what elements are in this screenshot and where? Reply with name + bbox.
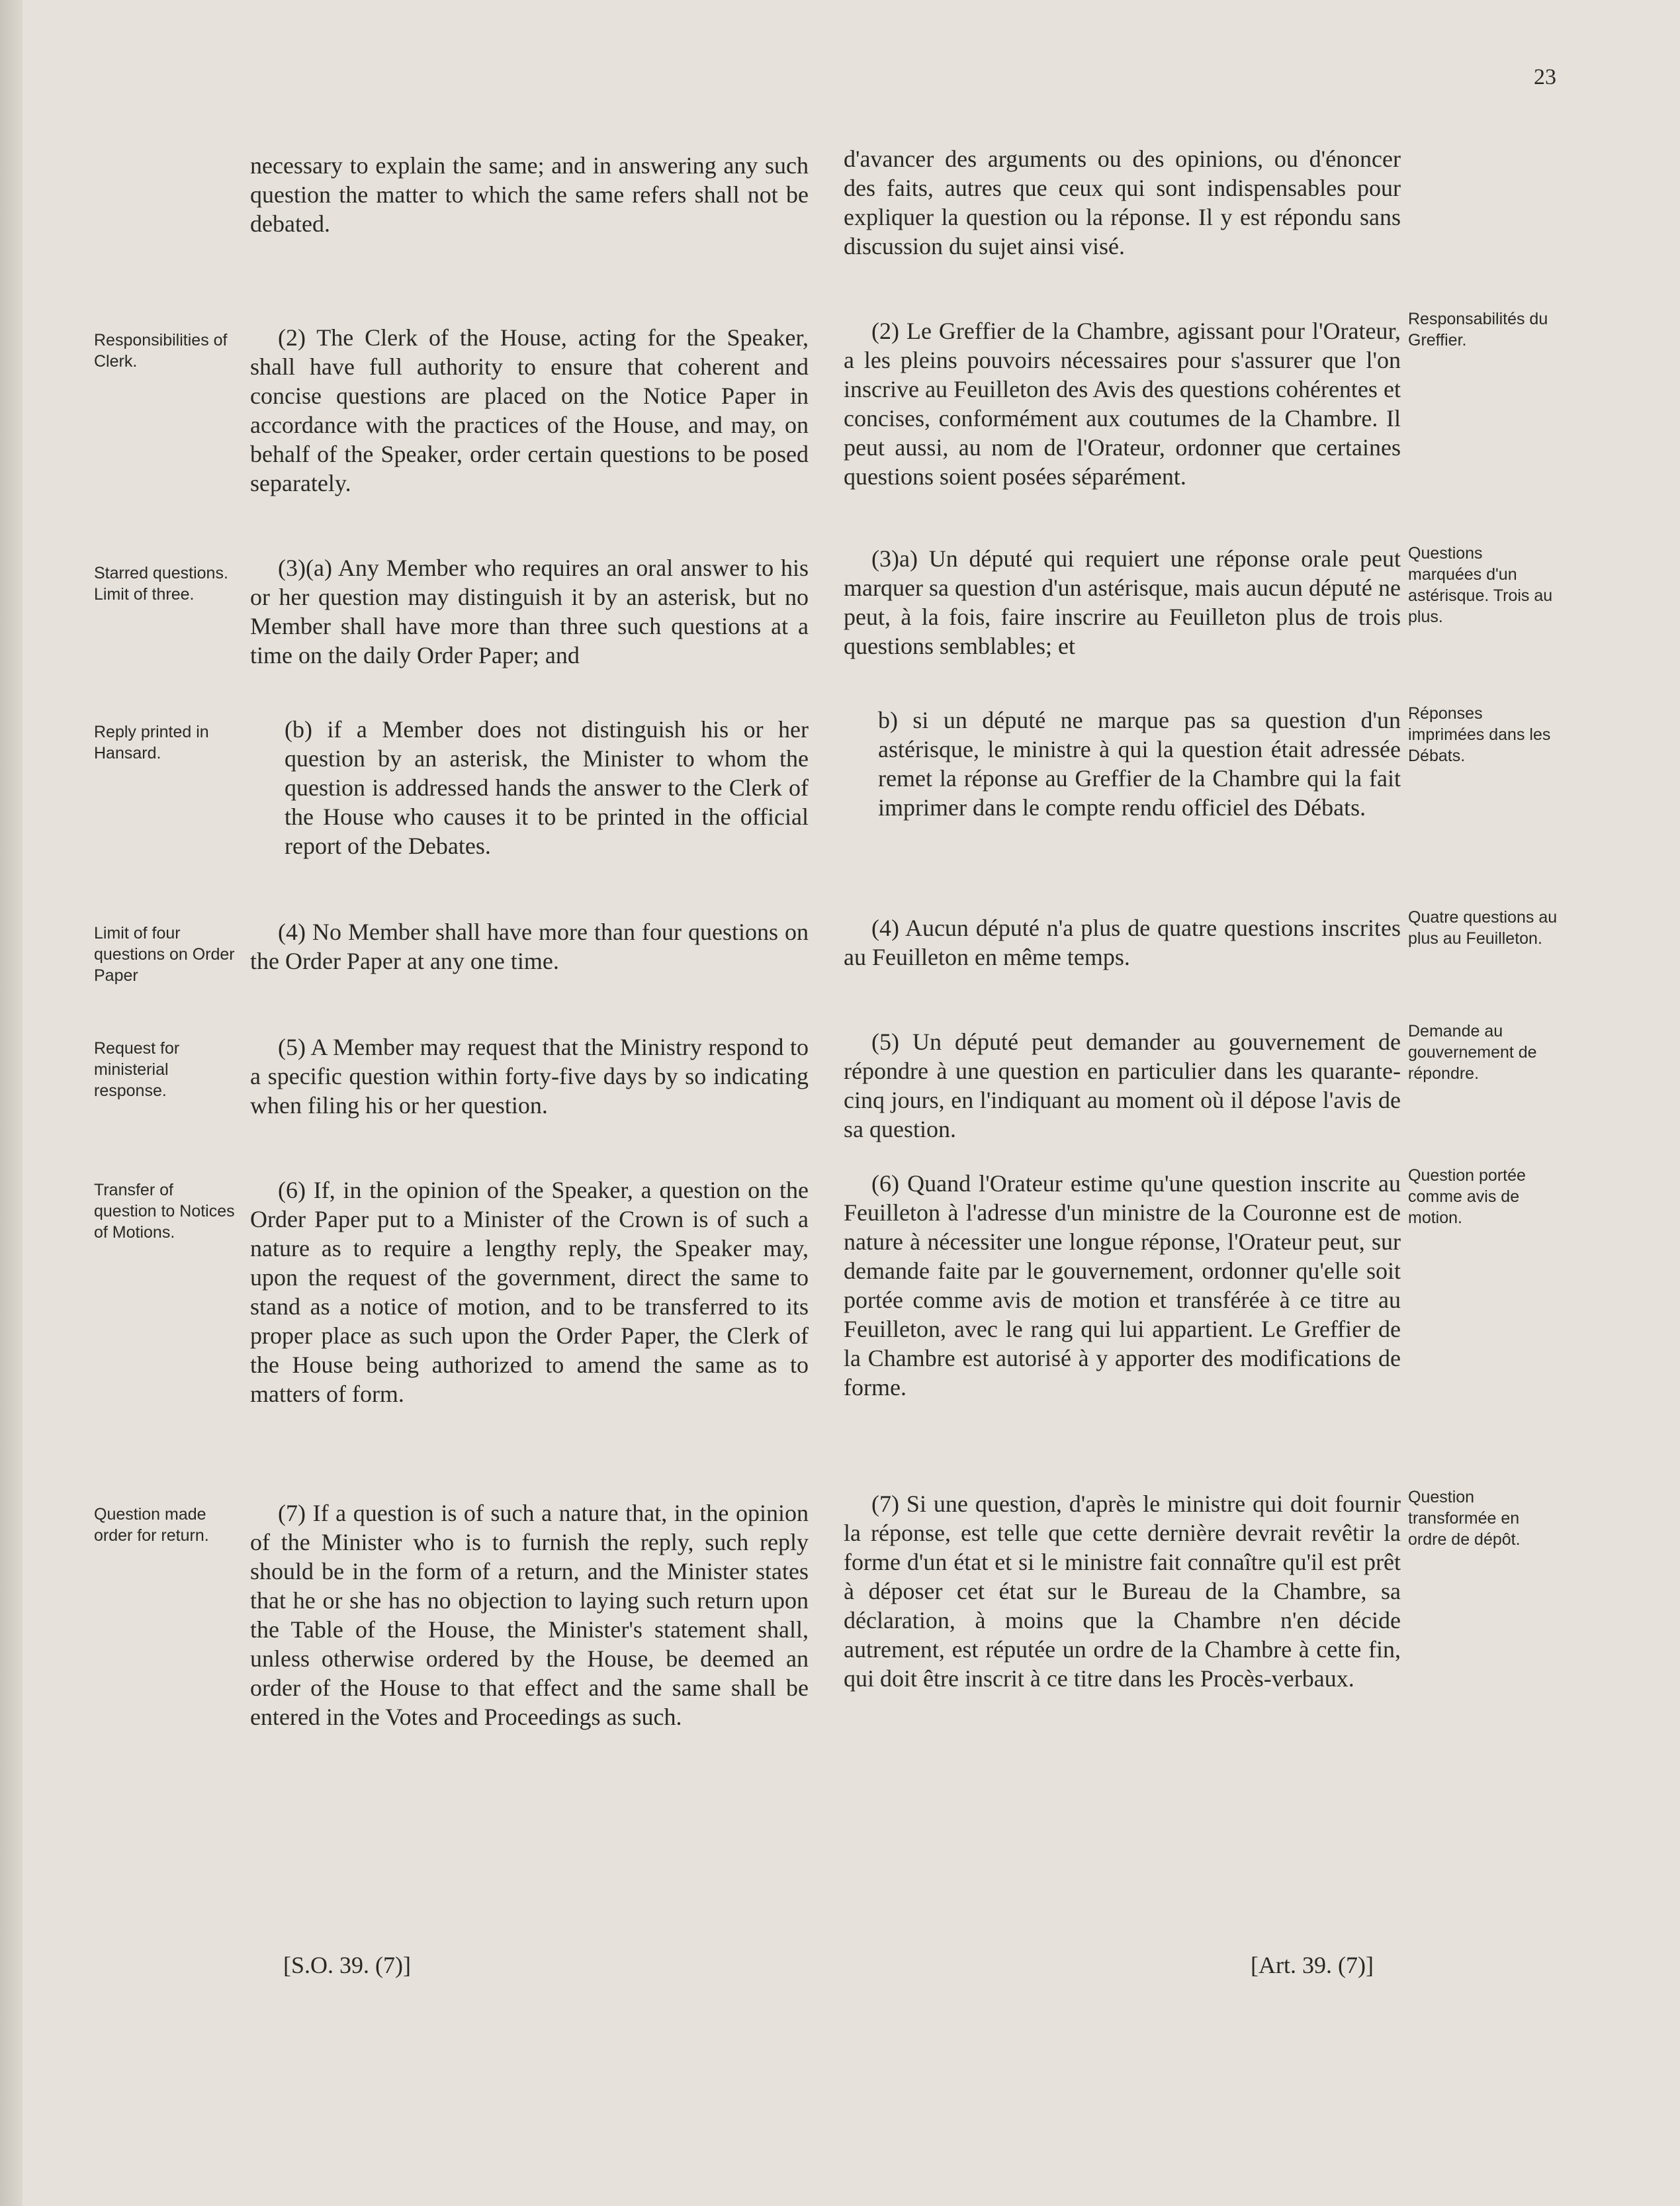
margin-note-quatre: Quatre questions au plus au Feuilleton. [1408, 908, 1558, 948]
fr-paragraph-3b: b) si un député ne marque pas sa question d'un astérisque, le ministre à qui la question était adressée remet la réponse au Greffier de la Chambre qui la fait imprimer dans le compte rendu officiel des Débats. [878, 707, 1401, 821]
french-column [844, 1169, 1401, 1402]
fr-paragraph-3a: (3)a) Un député qui requiert une réponse orale peut marquer sa question d'un astérisque, mais aucun député ne peut, à la fois, faire inscrire au Feuilleton plus de trois questions semblables; et [844, 545, 1401, 659]
footer-french: [Art. 39. (7)] [1251, 1952, 1374, 1978]
footer-english: [S.O. 39. (7)] [283, 1952, 411, 1978]
fr-paragraph-7: (7) Si une question, d'après le ministre qui doit fournir la réponse, est telle que cette dernière devrait revêtir la forme d'un état et si le ministre fait connaître qu'il est prêt à déposer cet état sur le Bureau de la Chambre, sa déclaration, à moins que la Chambre n'en décide autrement, est réputée un ordre de la Chambre à cette fin, qui doit être inscrit à ce titre dans les Procès-verbaux. [844, 1491, 1401, 1692]
english-column [250, 323, 809, 498]
en-paragraph-5: (5) A Member may request that the Ministry respond to a specific question within forty-five days by so indicating when filing his or her question. [250, 1034, 809, 1119]
french-column [844, 913, 1401, 972]
french-column [844, 144, 1401, 261]
fr-paragraph-5: (5) Un député peut demander au gouvernement de répondre à une question en particulier dans les quarante-cinq jours, en l'indiquant au moment où il dépose l'avis de sa question. [844, 1029, 1401, 1142]
english-column [250, 1033, 809, 1120]
en-paragraph-2: (2) The Clerk of the House, acting for the Speaker, shall have full authority to ensure that coherent and concise questions are placed on the Notice Paper in accordance with the practices of the House, and may, on behalf of the Speaker, order certain questions to be posed separately. [250, 324, 809, 496]
english-column [250, 151, 809, 238]
en-paragraph-4: (4) No Member shall have more than four questions on the Order Paper at any one time. [250, 919, 809, 974]
english-column [250, 917, 809, 976]
french-column [844, 544, 1401, 661]
margin-note-starred: Starred questions. Limit of three. [94, 564, 228, 604]
fr-paragraph-4: (4) Aucun député n'a plus de quatre questions inscrites au Feuilleton en même temps. [844, 915, 1401, 970]
margin-note-demande: Demande au gouvernement de répondre. [1408, 1022, 1537, 1083]
margin-note-asterisque: Questions marquées d'un astérisque. Trois au plus. [1408, 544, 1553, 626]
margin-note-avis-motion: Question portée comme avis de motion. [1408, 1166, 1526, 1227]
english-column [250, 1175, 809, 1408]
french-column [844, 316, 1401, 491]
margin-note-request: Request for ministerial response. [94, 1039, 180, 1100]
margin-note-hansard: Reply printed in Hansard. [94, 723, 209, 762]
english-column [250, 553, 809, 670]
margin-note-greffier: Responsabilités du Greffier. [1408, 310, 1548, 349]
en-paragraph-continued: necessary to explain the same; and in answering any such question the matter to which the same refers shall not be debated. [250, 152, 809, 237]
fr-paragraph-2: (2) Le Greffier de la Chambre, agissant pour l'Orateur, a les pleins pouvoirs nécessaires pour s'assurer que l'on inscrive au Feuilleton des Avis des questions cohérentes et concises, conformément aux coutumes de la Chambre. Il peut aussi, au nom de l'Orateur, ordonner que certaines questions soient posées séparément. [844, 318, 1401, 490]
margin-note-clerk: Responsibilities of Clerk. [94, 331, 228, 371]
en-paragraph-3a: (3)(a) Any Member who requires an oral answer to his or her question may distinguish it by an asterisk, but no Member shall have more than three such questions at a time on the daily Order Paper; and [250, 555, 809, 668]
margin-note-return: Question made order for return. [94, 1505, 209, 1545]
french-column [844, 1027, 1401, 1144]
french-column [844, 706, 1401, 822]
french-column [844, 1489, 1401, 1693]
fr-paragraph-continued: d'avancer des arguments ou des opinions, ou d'énoncer des faits, autres que ceux qui sont indispensables pour expliquer la question ou la réponse. Il y est répondu sans discussion du sujet ainsi visé. [844, 146, 1401, 259]
page-number: 23 [1534, 65, 1556, 89]
en-paragraph-3b: (b) if a Member does not distinguish his or her question by an asterisk, the Minister to whom the question is addressed hands the answer to the Clerk of the House who causes it to be printed in the official report of the Debates. [285, 716, 809, 859]
margin-note-depot: Question transformée en ordre de dépôt. [1408, 1488, 1521, 1549]
english-column [250, 715, 809, 860]
english-column [250, 1498, 809, 1731]
margin-note-debats: Réponses imprimées dans les Débats. [1408, 704, 1551, 765]
fr-paragraph-6: (6) Quand l'Orateur estime qu'une question inscrite au Feuilleton à l'adresse d'un ministre de la Couronne est de nature à nécessiter une longue réponse, l'Orateur peut, sur demande faite par le gouvernement, ordonner qu'elle soit portée comme avis de motion et transférée à ce titre au Feuilleton, avec le rang qui lui appartient. Le Greffier de la Chambre est autorisé à y apporter des modifications de forme. [844, 1170, 1401, 1401]
en-paragraph-7: (7) If a question is of such a nature that, in the opinion of the Minister who is to furnish the reply, such reply should be in the form of a return, and the Minister states that he or she has no objection to laying such return upon the Table of the House, the Minister's statement shall, unless otherwise ordered by the House, be deemed an order of the House to that effect and the same shall be entered in the Votes and Proceedings as such. [250, 1500, 809, 1730]
margin-note-transfer: Transfer of question to Notices of Motions. [94, 1181, 235, 1242]
page-edge-shadow [0, 0, 22, 2206]
margin-note-limit-four: Limit of four questions on Order Paper [94, 924, 235, 985]
en-paragraph-6: (6) If, in the opinion of the Speaker, a question on the Order Paper put to a Minister of the Crown is of such a nature as to require a lengthy reply, the Speaker may, upon the request of the government, direct the same to stand as a notice of motion, and to be transferred to its proper place as such upon the Order Paper, the Clerk of the House being authorized to amend the same as to matters of form. [250, 1177, 809, 1407]
